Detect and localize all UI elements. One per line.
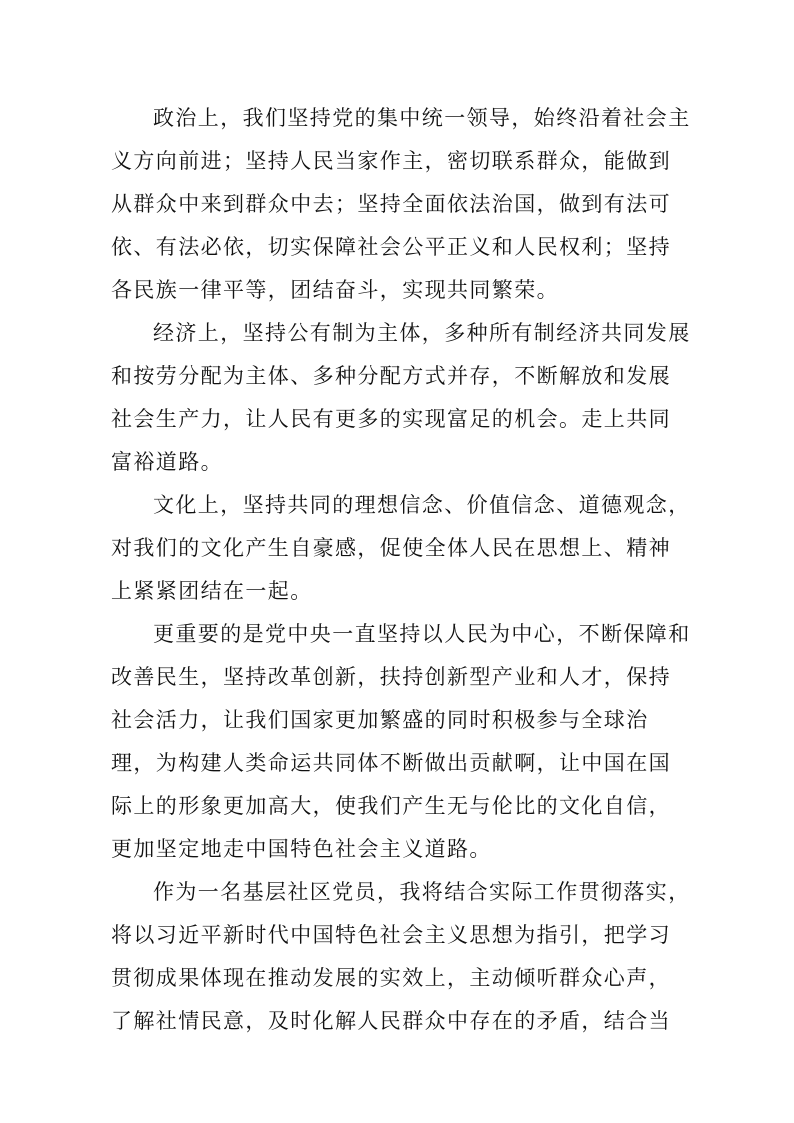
paragraph-line: 更加坚定地走中国特色社会主义道路。 (111, 837, 492, 861)
paragraph-line: 改善民生，坚持改革创新，扶持创新型产业和人才，保持 (111, 665, 671, 689)
paragraph-line: 贯彻成果体现在推动发展的实效上，主动倾听群众心声， (111, 966, 671, 990)
paragraph-line: 政治上，我们坚持党的集中统一领导，始终沿着社会主 (153, 106, 691, 130)
paragraph-line: 义方向前进；坚持人民当家作主，密切联系群众，能做到 (111, 149, 671, 173)
paragraph-line: 社会生产力，让人民有更多的实现富足的机会。走上共同 (111, 407, 671, 431)
paragraph-line: 文化上，坚持共同的理想信念、价值信念、道德观念， (153, 493, 691, 517)
paragraph-line: 将以习近平新时代中国特色社会主义思想为指引，把学习 (111, 923, 671, 947)
paragraph-line: 际上的形象更加高大，使我们产生无与伦比的文化自信， (111, 794, 671, 818)
paragraph-line: 社会活力，让我们国家更加繁盛的同时积极参与全球治 (111, 708, 649, 732)
paragraph-line: 富裕道路。 (111, 450, 223, 474)
paragraph-line: 经济上，坚持公有制为主体，多种所有制经济共同发展 (153, 321, 691, 345)
paragraph-line: 作为一名基层社区党员，我将结合实际工作贯彻落实， (153, 880, 691, 904)
paragraph-line: 各民族一律平等，团结奋斗，实现共同繁荣。 (111, 278, 559, 302)
paragraph-line: 和按劳分配为主体、多种分配方式并存，不断解放和发展 (111, 364, 671, 388)
paragraph-line: 更重要的是党中央一直坚持以人民为中心，不断保障和 (153, 622, 691, 646)
paragraph-line: 上紧紧团结在一起。 (111, 579, 313, 603)
paragraph-line: 从群众中来到群众中去；坚持全面依法治国，做到有法可 (111, 192, 671, 216)
paragraph-line: 理，为构建人类命运共同体不断做出贡献啊，让中国在国 (111, 751, 671, 775)
paragraph-line: 依、有法必依，切实保障社会公平正义和人民权利；坚持 (111, 235, 671, 259)
paragraph-line: 了解社情民意，及时化解人民群众中存在的矛盾，结合当 (111, 1009, 671, 1033)
paragraph-line: 对我们的文化产生自豪感，促使全体人民在思想上、精神 (111, 536, 671, 560)
